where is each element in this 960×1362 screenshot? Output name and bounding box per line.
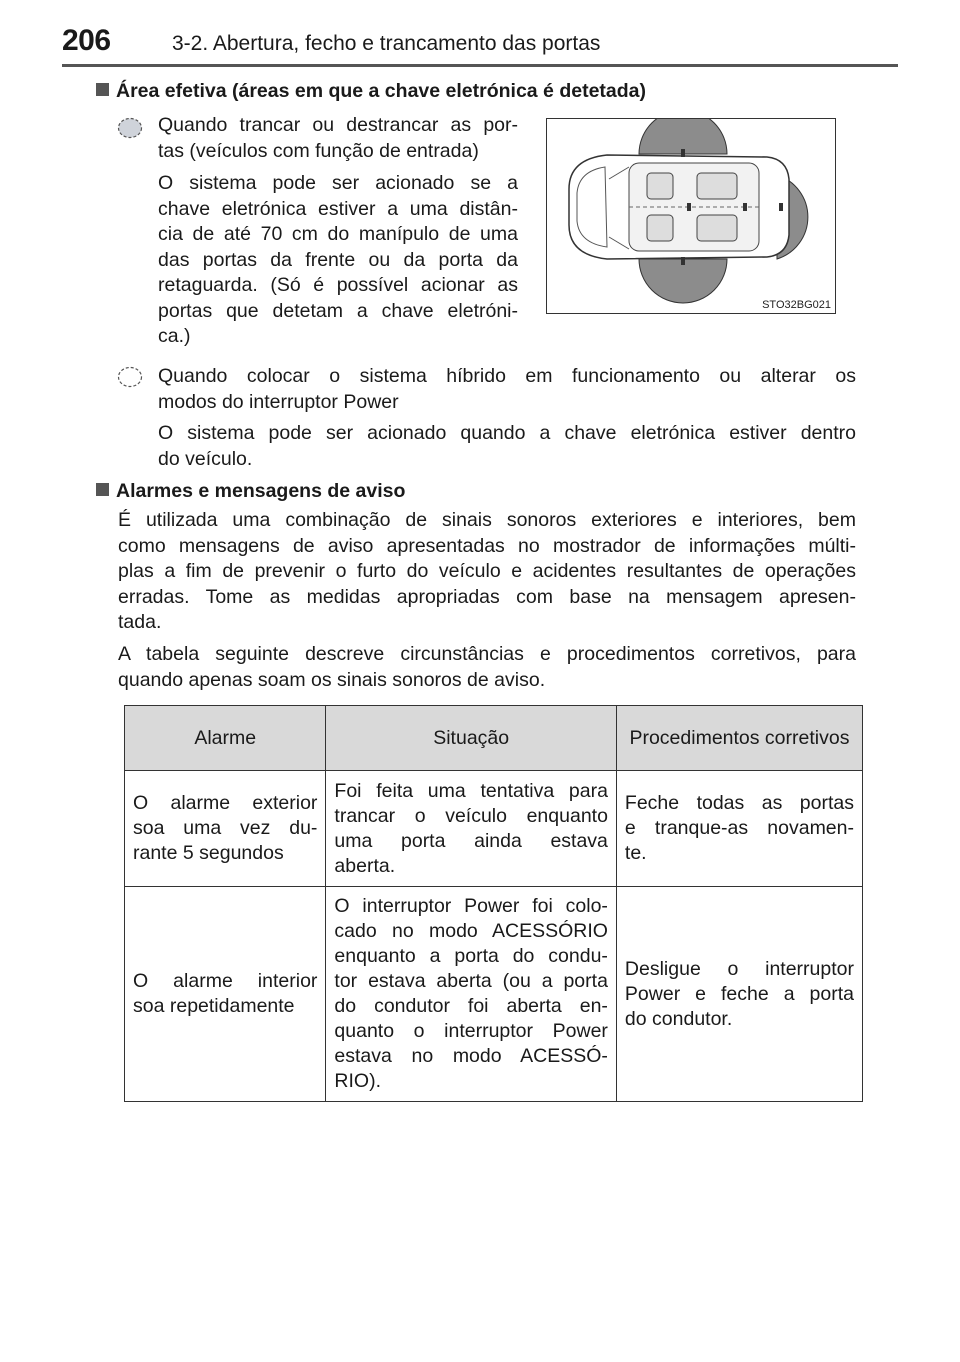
header-alarm: Alarme	[125, 706, 326, 771]
procedure-cell: Feche todas as portas e tranque-as novamen- te.	[616, 771, 862, 887]
effective-area-heading: Área efetiva (áreas em que a chave eletrónica é detetada)	[96, 80, 646, 103]
section-title: 3-2. Abertura, fecho e trancamento das portas	[172, 32, 601, 55]
alarms-paragraph-2: A tabela seguinte descreve circunstâncias e procedimentos corretivos, para quando apenas soam os sinais sonoros de aviso.	[118, 643, 856, 691]
header-situation: Situação	[326, 706, 617, 771]
item1-body: O sistema pode ser acionado se a chave eletrónica estiver a uma distân- cia de até 70 cm do manípulo de uma das portas da frente ou da porta da retaguarda. (Só é possível acionar as portas que detetam a chave eletróni- ca.)	[158, 172, 518, 347]
item2-title: Quando colocar o sistema híbrido em funcionamento ou alterar os modos do interruptor Power	[158, 365, 856, 413]
square-bullet-icon	[96, 83, 109, 96]
car-detection-figure	[546, 118, 836, 314]
table-row	[125, 887, 863, 1102]
situation-cell: Foi feita uma tentativa para trancar o veículo enquanto uma porta ainda estava aberta.	[326, 771, 617, 887]
dashed-circle-bullet-icon	[117, 117, 143, 139]
page-header	[62, 20, 898, 66]
alarms-paragraph-1: É utilizada uma combinação de sinais sonoros exteriores e interiores, bem como mensagens de aviso apresentadas no mostrador de informações múlti- plas a fim de prevenir o furto do veículo e acidentes resultantes de operações erradas. Tome as medidas apropriadas com base na mensagem apresen- tada.	[118, 509, 856, 633]
procedure-cell: Desligue o interruptor Power e feche a porta do condutor.	[616, 887, 862, 1102]
table-header-row	[125, 706, 863, 771]
item2-body: O sistema pode ser acionado quando a chave eletrónica estiver dentro do veículo.	[158, 422, 856, 470]
square-bullet-icon	[96, 483, 109, 496]
alarms-heading: Alarmes e mensagens de aviso	[96, 480, 405, 503]
alarm-cell: O alarme interior soa repetidamente	[125, 887, 326, 1102]
alarm-table	[124, 705, 863, 1102]
header-rule	[62, 64, 898, 67]
page-number: 206	[62, 24, 111, 57]
dashed-circle-bullet-icon	[117, 366, 143, 388]
header-procedure: Procedimentos corretivos	[616, 706, 862, 771]
alarm-cell: O alarme exterior soa uma vez du- rante 5 segundos	[125, 771, 326, 887]
figure-code: STO32BG021	[762, 299, 831, 311]
car-top-view-illustration	[547, 119, 837, 315]
table-row	[125, 771, 863, 887]
item1-title: Quando trancar ou destrancar as por- tas (veículos com função de entrada)	[158, 114, 518, 162]
situation-cell: O interruptor Power foi colo- cado no modo ACESSÓRIO enquanto a porta do condu- tor estava aberta (ou a porta do condutor foi aberta en- quanto o interruptor Power estava no modo ACESSÓ- RIO).	[326, 887, 617, 1102]
